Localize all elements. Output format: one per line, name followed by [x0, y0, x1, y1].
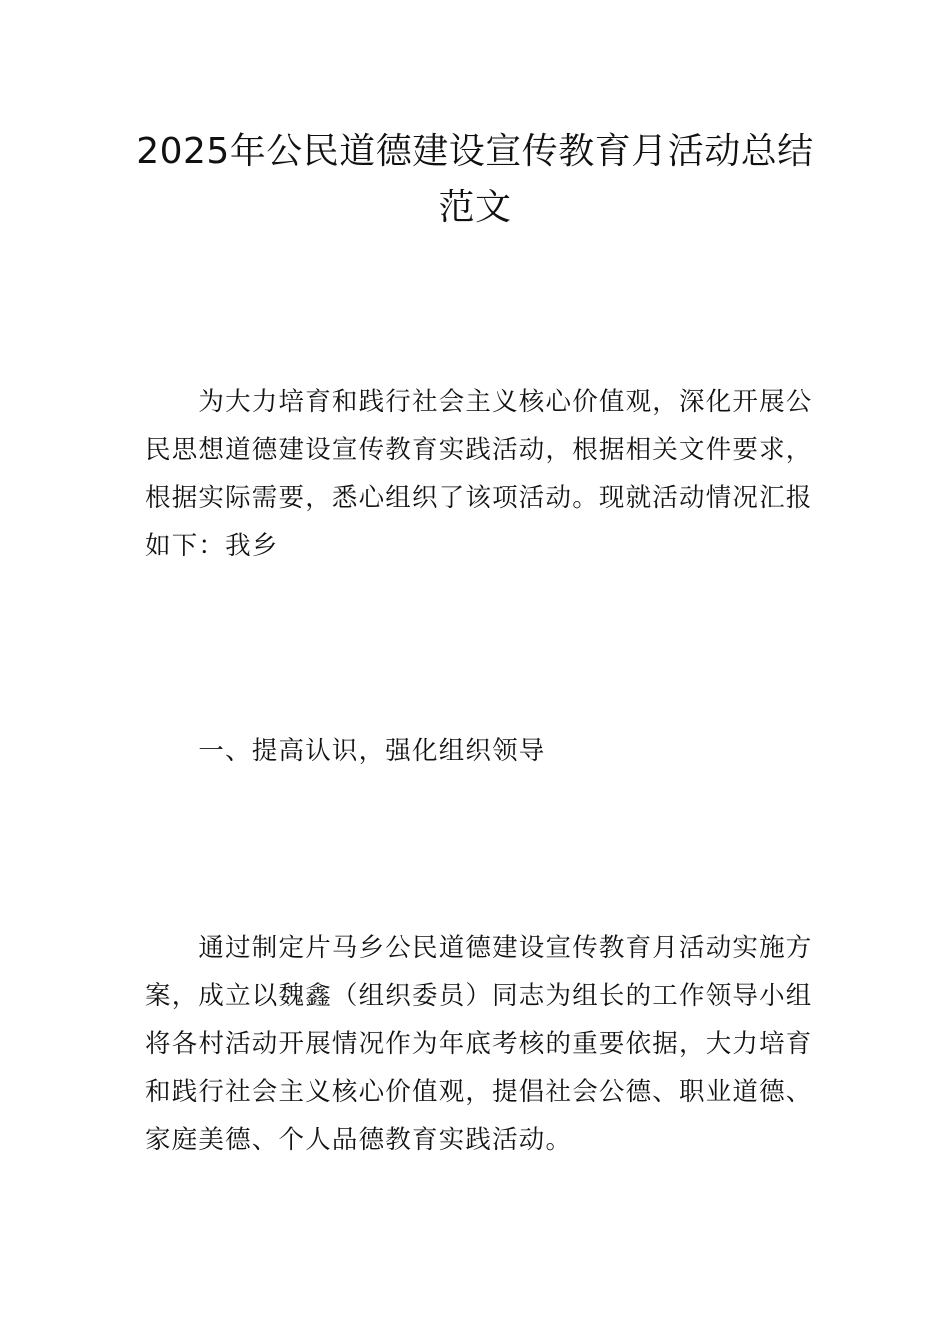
- text-line: 和践行社会主义核心价值观，提倡社会公德、职业道德、: [145, 1077, 813, 1107]
- intro-paragraph: [145, 378, 813, 570]
- text-line: 家庭美德、个人品德教育实践活动。: [145, 1125, 573, 1155]
- title-line: 2025年公民道德建设宣传教育月活动总结: [136, 131, 814, 172]
- text-line: 一、提高认识，强化组织领导: [145, 736, 546, 766]
- text-line: 案，成立以魏鑫（组织委员）同志为组长的工作领导小组: [145, 981, 813, 1011]
- text-line: 如下：我乡: [145, 531, 279, 561]
- document-title: [120, 124, 830, 236]
- body-paragraph: [145, 924, 813, 1164]
- text-line: 民思想道德建设宣传教育实践活动，根据相关文件要求，: [145, 435, 813, 465]
- text-line: 为大力培育和践行社会主义核心价值观，深化开展公: [145, 387, 813, 417]
- text-line: 将各村活动开展情况作为年底考核的重要依据，大力培育: [145, 1029, 813, 1059]
- title-line: 范文: [438, 187, 512, 228]
- text-line: 根据实际需要，悉心组织了该项活动。现就活动情况汇报: [145, 483, 813, 513]
- text-line: 通过制定片马乡公民道德建设宣传教育月活动实施方: [145, 933, 813, 963]
- section-heading: [145, 727, 810, 775]
